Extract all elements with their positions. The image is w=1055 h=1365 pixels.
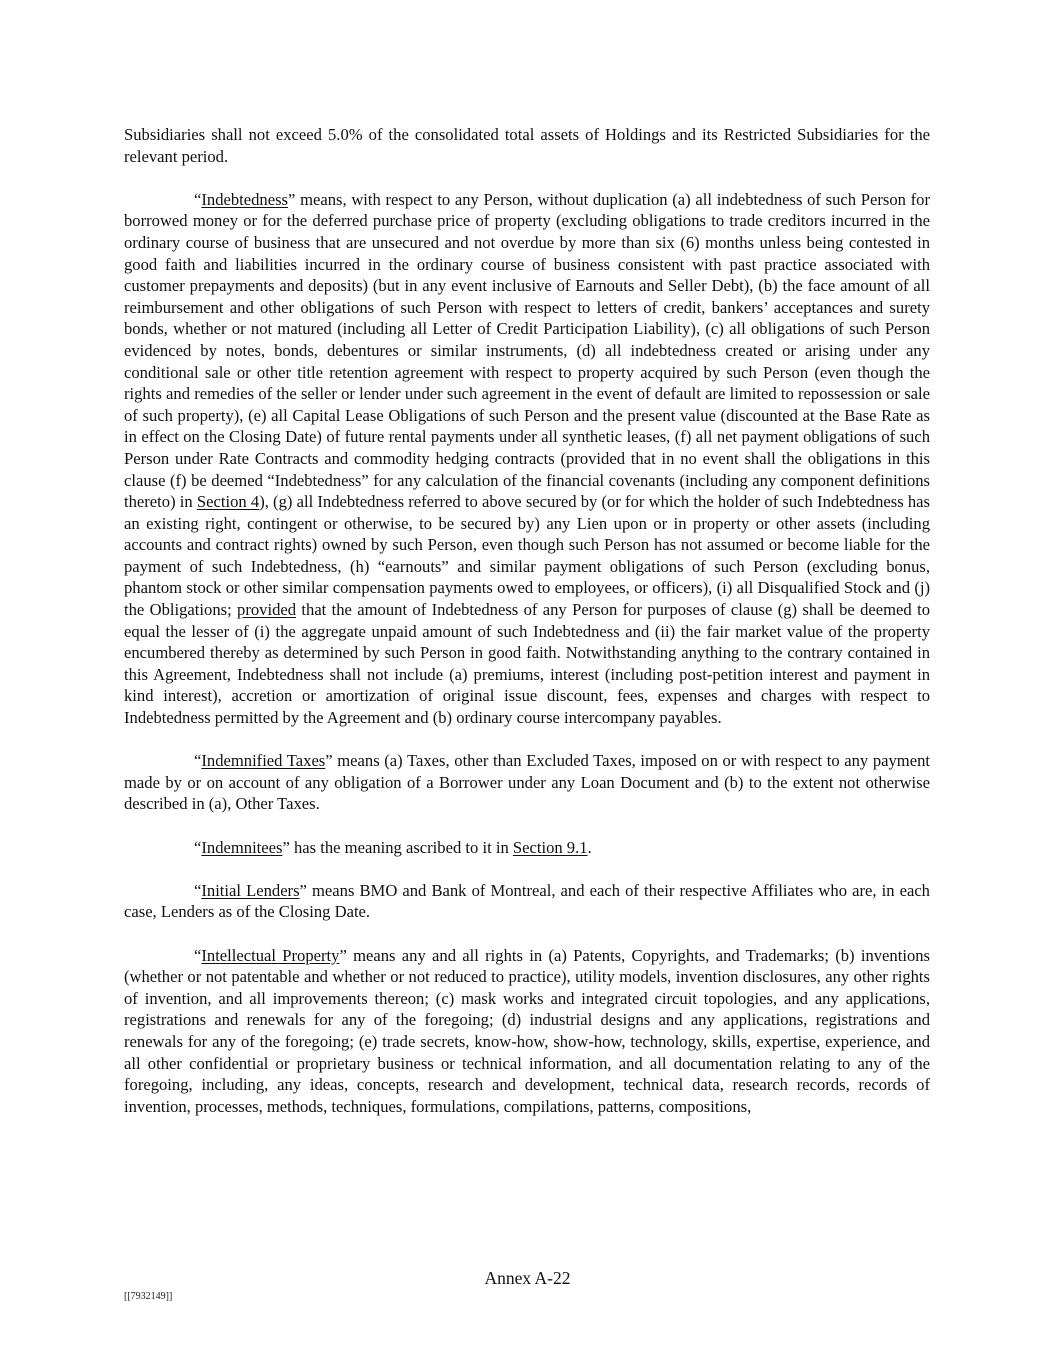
definition-initial-lenders xyxy=(124,880,930,923)
document-id: [[7932149]] xyxy=(124,1291,173,1302)
definition-indemnified-taxes xyxy=(124,750,930,815)
definition-text: . xyxy=(587,837,592,857)
definition-text: ” means, with respect to any Person, without duplication (a) all indebtedness of such Person for borrowed money or for the deferred purchase price of property (excluding obligations to trade creditors incurred in the ordinary course of business that are unsecured and not overdue by more than six (6) months unless being contested in good faith and liabilities incurred in the ordinary course of business consistent with past practice associated with customer prepayments and deposits) (but in any event inclusive of Earnouts and Seller Debt), (b) the face amount of all reimbursement and other obligations of such Person with respect to letters of credit, bankers’ acceptances and surety bonds, whether or not matured (including all Letter of Credit Participation Liability), (c) all obligations of such Person evidenced by notes, bonds, debentures or similar instruments, (d) all indebtedness created or arising under any conditional sale or other title retention agreement with respect to property acquired by such Person (even though the rights and remedies of the seller or lender under such agreement in the event of default are limited to repossession or sale of such property), (e) all Capital Lease Obligations of such Person and the present value (discounted at the Base Rate as in effect on the Closing Date) of future rental payments under all synthetic leases, (f) all net payment obligations of such Person under Rate Contracts and commodity hedging contracts (provided that in no event shall the obligations in this clause (f) be deemed “Indebtedness” for any calculation of the financial covenants (including any component definitions thereto) in xyxy=(124,189,930,512)
open-quote: “ xyxy=(194,189,202,209)
definition-text: ” means BMO and Bank of Montreal, and each of their respective Affiliates who are, in each case, Lenders as of the Closing Date. xyxy=(124,880,930,922)
definition-text: ” means any and all rights in (a) Patents, Copyrights, and Trademarks; (b) inventions (whether or not patentable and whether or not reduced to practice), utility models, invention disclosures, any other rights of invention, and all improvements thereon; (c) mask works and integrated circuit topologies, and any applications, registrations and renewals for any of the foregoing; (d) industrial designs and any applications, registrations and renewals for any of the foregoing; (e) trade secrets, know-how, show-how, technology, skills, expertise, experience, and all other confidential or proprietary business or technical information, and all documentation relating to any of the foregoing, including, any ideas, concepts, research and development, technical data, research records, records of invention, processes, methods, techniques, formulations, compilations, patterns, compositions, xyxy=(124,945,930,1116)
open-quote: “ xyxy=(194,945,202,965)
defined-term: Indebtedness xyxy=(201,189,289,209)
open-quote: “ xyxy=(194,880,202,900)
defined-term: Intellectual Property xyxy=(201,945,340,965)
proviso-term: provided xyxy=(237,600,297,620)
defined-term: Indemnitees xyxy=(201,837,283,857)
defined-term: Indemnified Taxes xyxy=(201,751,326,771)
definition-intellectual-property xyxy=(124,945,930,1118)
open-quote: “ xyxy=(194,837,202,857)
paragraph-continuation xyxy=(124,124,930,167)
definition-text: ” means (a) Taxes, other than Excluded Taxes, imposed on or with respect to any payment made by or on account of any obligation of a Borrower under any Loan Document and (b) to the extent not otherwise described in (a), Other Taxes. xyxy=(124,751,930,814)
page-footer-label: Annex A-22 xyxy=(484,1268,571,1288)
definition-indebtedness xyxy=(124,189,930,729)
definition-indemnitees xyxy=(124,837,930,859)
page-body xyxy=(124,124,930,1139)
defined-term: Initial Lenders xyxy=(201,880,300,900)
paragraph-text: Subsidiaries shall not exceed 5.0% of the consolidated total assets of Holdings and its Restricted Subsidiaries for the relevant period. xyxy=(124,125,930,166)
section-reference: Section 4 xyxy=(196,492,260,512)
section-reference: Section 9.1 xyxy=(512,837,588,857)
open-quote: “ xyxy=(194,751,202,771)
definition-text: ), (g) all Indebtedness referred to above secured by (or for which the holder of such Indebtedness has an existing right, contingent or otherwise, to be secured by) any Lien upon or in property or other assets (including accounts and contract rights) owned by such Person, even though such Person has not assumed or become liable for the payment of such Indebtedness, (h) “earnouts” and similar payment obligations of such Person (excluding bonus, phantom stock or other similar compensation payments owed to employees, or officers), (i) all Disqualified Stock and (j) the Obligations; xyxy=(124,492,930,620)
definition-text: that the amount of Indebtedness of any Person for purposes of clause (g) shall be deemed to equal the lesser of (i) the aggregate unpaid amount of such Indebtedness and (ii) the fair market value of the property encumbered thereby as determined by such Person in good faith. Notwithstanding anything to the contrary contained in this Agreement, Indebtedness shall not include (a) premiums, interest (including post-petition interest and payment in kind interest), accretion or amortization of original issue discount, fees, expenses and charges with respect to Indebtedness permitted by the Agreement and (b) ordinary course intercompany payables. xyxy=(124,600,930,728)
definition-text: ” has the meaning ascribed to it in xyxy=(282,837,513,857)
